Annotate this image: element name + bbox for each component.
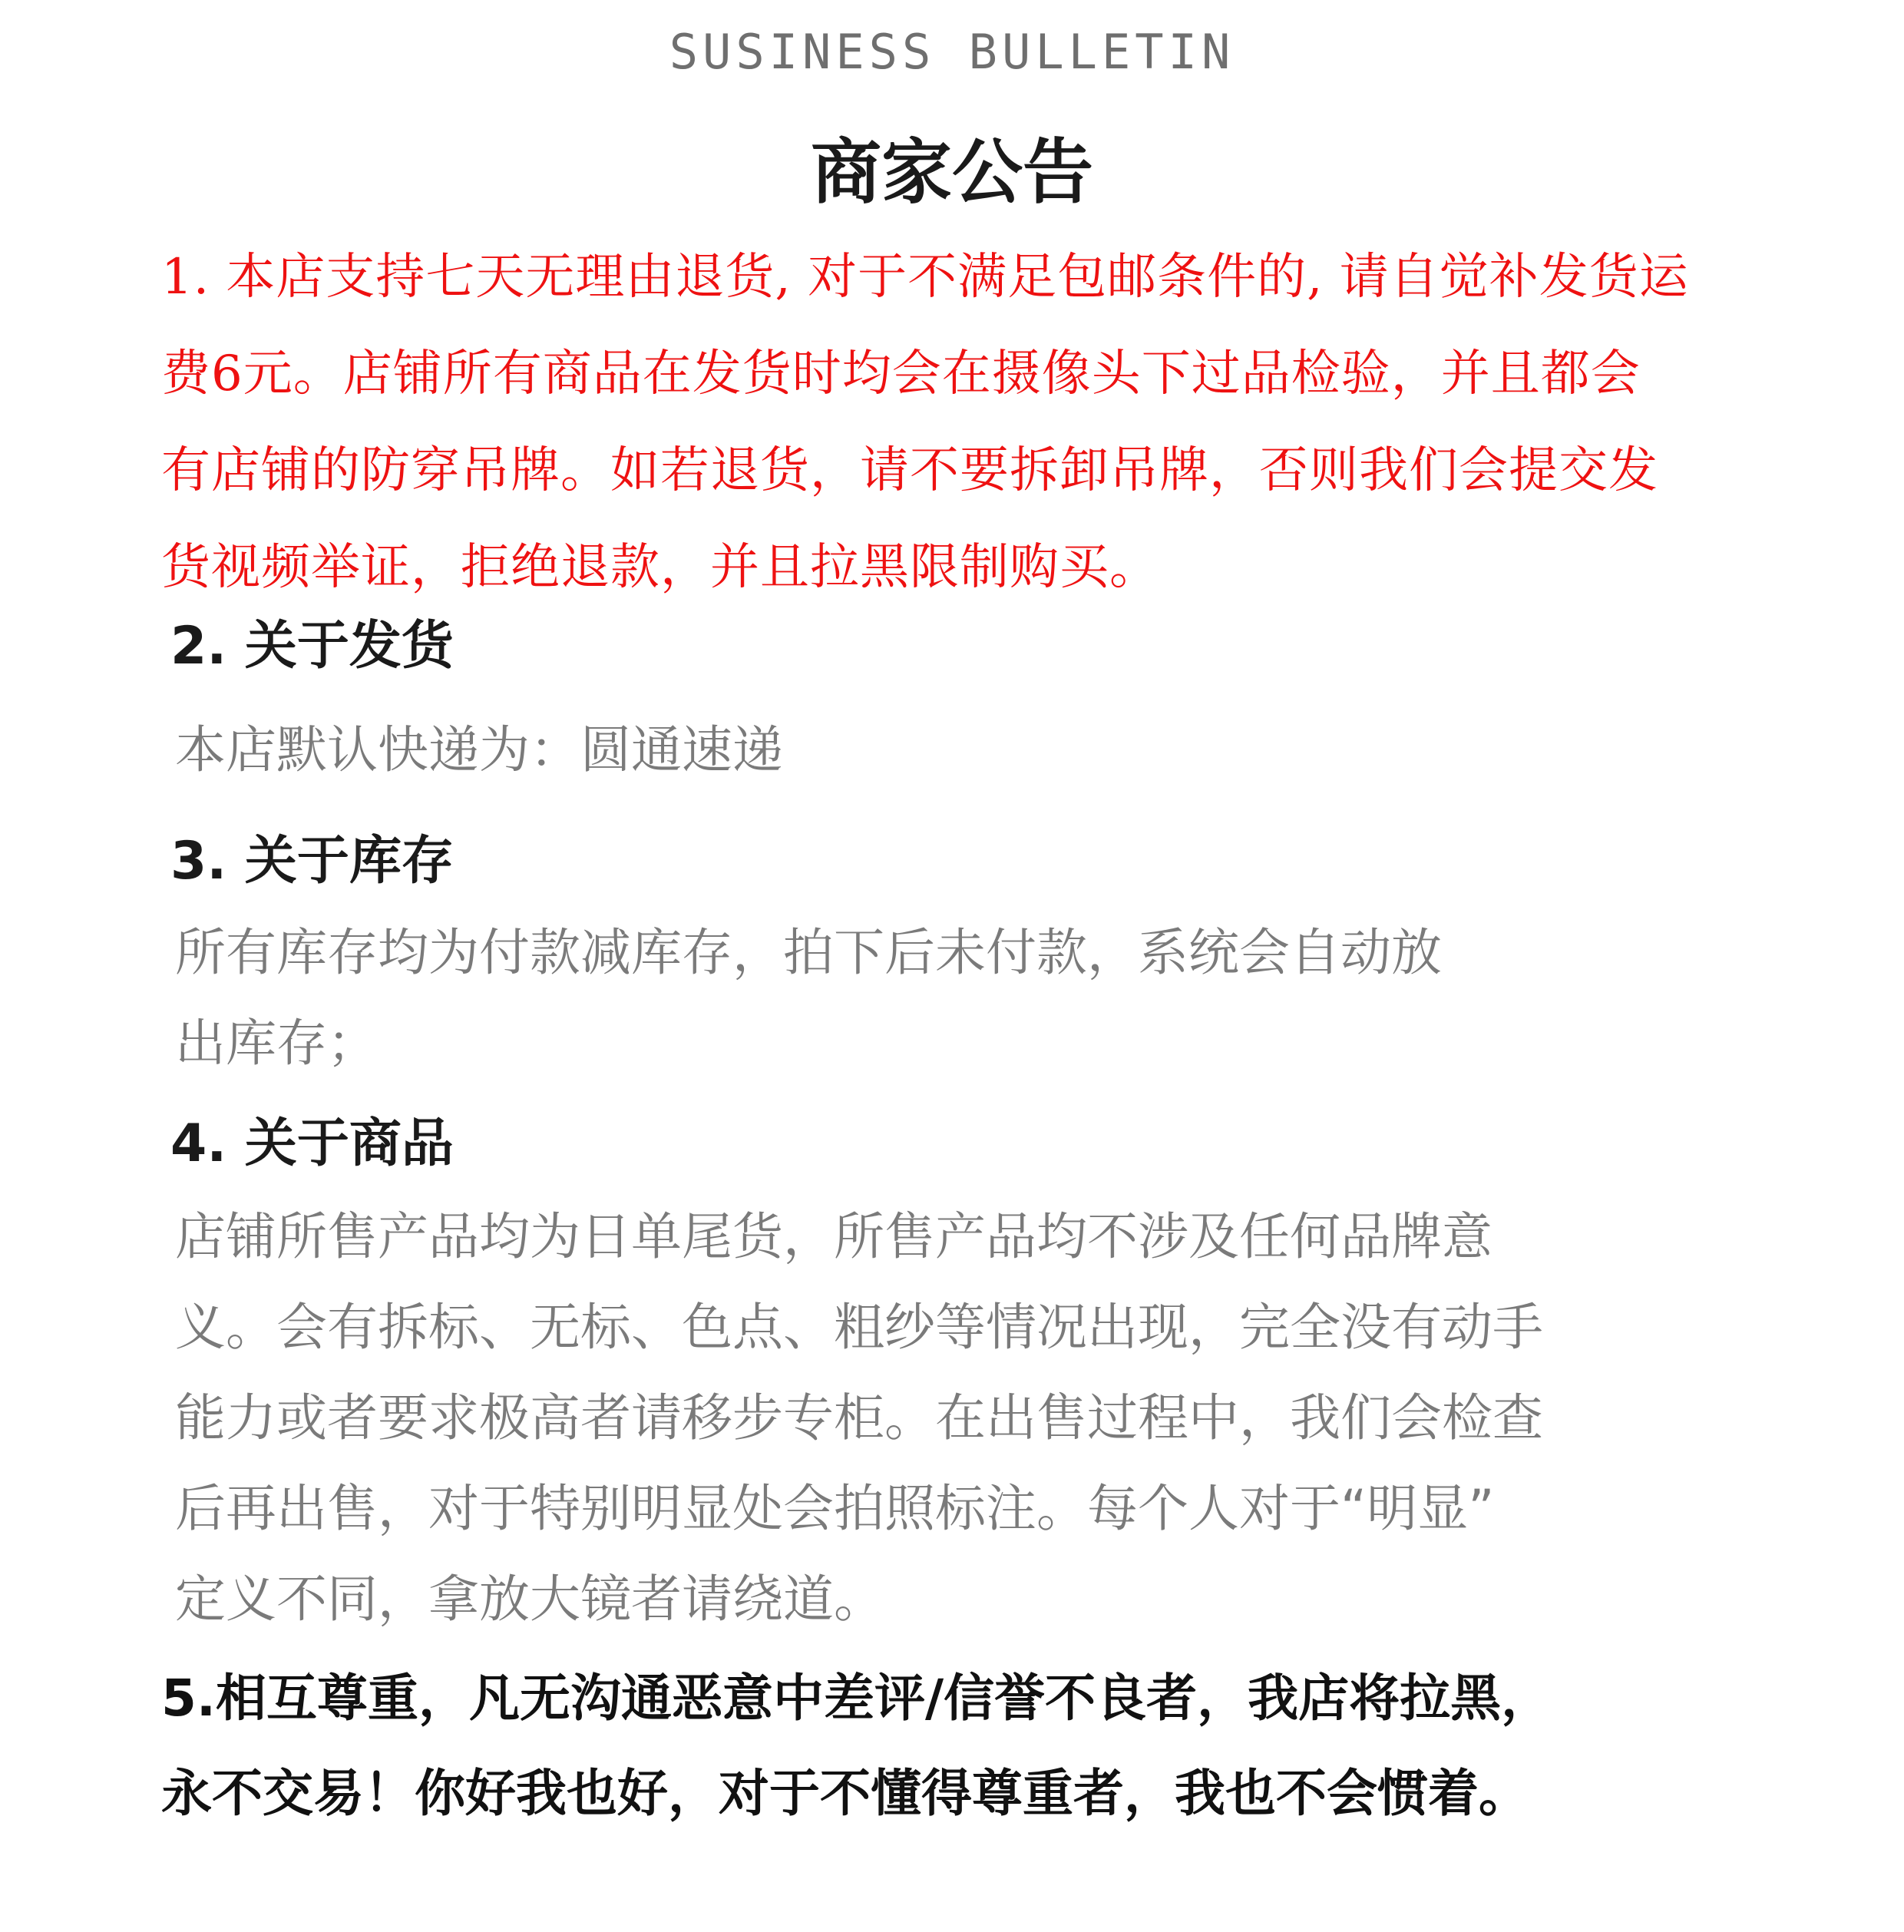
section-body-inventory — [175, 908, 1864, 1089]
closing-line: 5.相互尊重，凡无沟通恶意中差评/信誉不良者，我店将拉黑， — [161, 1669, 1552, 1728]
return-policy-line: 1. 本店支持七天无理由退货, 对于不满足包邮条件的, 请自觉补发货运 — [161, 249, 1689, 306]
section-heading-shipping: 2. 关于发货 — [170, 616, 454, 677]
closing-statement — [161, 1651, 1866, 1841]
section-body-shipping — [175, 705, 1864, 796]
section-body-products — [175, 1192, 1864, 1645]
section-heading-products: 4. 关于商品 — [170, 1113, 454, 1174]
section-body-line: 定义不同，拿放大镜者请绕道。 — [175, 1570, 884, 1629]
closing-line: 永不交易！你好我也好，对于不懂得尊重者，我也不会惯着。 — [161, 1764, 1529, 1823]
section-body-line: 后再出售，对于特别明显处会拍照标注。每个人对于“明显” — [175, 1479, 1495, 1538]
section-body-line: 出库存； — [175, 1014, 378, 1073]
section-body-line: 义。会有拆标、无标、色点、粗纱等情况出现，完全没有动手 — [175, 1298, 1543, 1357]
bulletin-subtitle: SUSINESS BULLETIN — [669, 24, 1235, 80]
return-policy-line: 费6元。店铺所有商品在发货时均会在摄像头下过品检验，并且都会 — [161, 346, 1641, 402]
section-body-line: 店铺所售产品均为日单尾货，所售产品均不涉及任何品牌意 — [175, 1207, 1492, 1266]
return-policy-notice — [161, 229, 1835, 616]
section-body-line: 能力或者要求极高者请移步专柜。在出售过程中，我们会检查 — [175, 1388, 1543, 1447]
section-body-line: 本店默认快递为：圆通速递 — [175, 720, 783, 779]
return-policy-line: 货视频举证，拒绝退款，并且拉黑限制购买。 — [161, 539, 1159, 596]
section-heading-inventory: 3. 关于库存 — [170, 831, 454, 892]
section-body-line: 所有库存均为付款减库存，拍下后未付款，系统会自动放 — [175, 923, 1442, 982]
return-policy-line: 有店铺的防穿吊牌。如若退货，请不要拆卸吊牌，否则我们会提交发 — [161, 442, 1658, 499]
page-title: 商家公告 — [810, 131, 1093, 213]
